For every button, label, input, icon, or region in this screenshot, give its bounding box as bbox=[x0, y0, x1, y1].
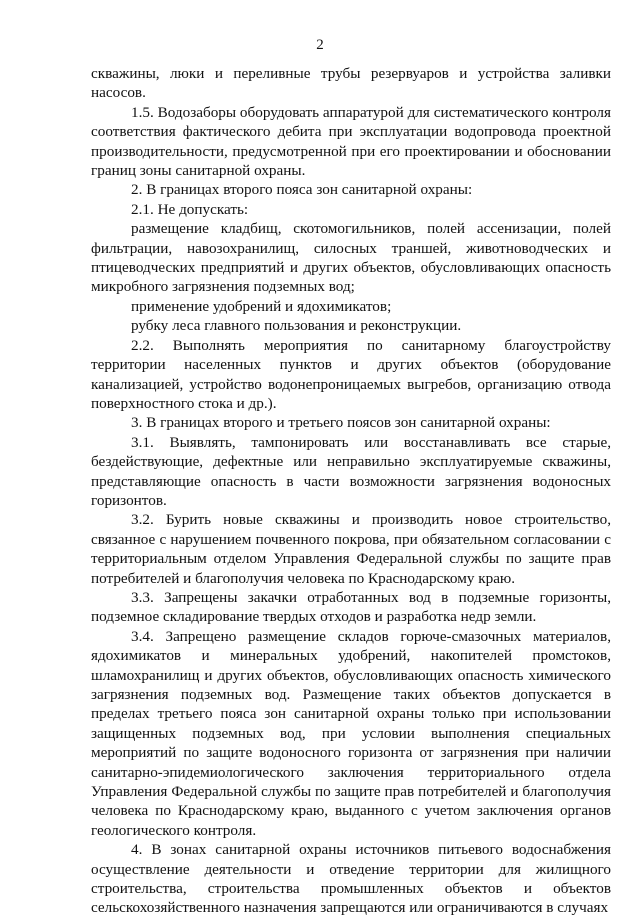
paragraph: рубку леса главного пользования и реконструкции. bbox=[131, 317, 462, 335]
paragraph: скважины, люки и переливные трубы резервуаров и устройства заливки насосов. bbox=[91, 65, 611, 102]
paragraph: 3.1. Выявлять, тампонировать или восстанавливать все старые, бездействующие, дефектные или неправильно эксплуатируемые скважины, представляющие опасность в части возможности загрязнения водоносных горизонтов. bbox=[91, 433, 611, 509]
paragraph: 3.2. Бурить новые скважины и производить новое строительство, связанное с нарушением почвенного покрова, при обязательном согласовании с территориальным отделом Управления Федеральной службы по защите прав потребителей и благополучия человека по Краснодарскому краю. bbox=[91, 511, 611, 587]
paragraph: применение удобрений и ядохимикатов; bbox=[131, 297, 392, 315]
paragraph: 2. В границах второго пояса зон санитарной охраны: bbox=[131, 181, 473, 199]
page-number: 2 bbox=[316, 37, 324, 53]
paragraph: 3.3. Запрещены закачки отработанных вод в подземные горизонты, подземное складирование твердых отходов и разработка недр земли. bbox=[91, 588, 611, 626]
paragraph: 4. В зонах санитарной охраны источников питьевого водоснабжения осуществление деятельности и отведение территории для жилищного строительства, строительства промышленных объектов и объектов сельскохозяйственного назначения запрещаются или ограничиваются в случаях bbox=[91, 841, 611, 917]
paragraph: 1.5. Водозаборы оборудовать аппаратурой для систематического контроля соответствия фактического дебита при эксплуатации водопровода проектной производительности, предусмотренной при его проектировании и обосновании границ зоны санитарной охраны. bbox=[91, 103, 611, 180]
paragraph: 3. В границах второго и третьего поясов зон санитарной охраны: bbox=[131, 414, 551, 432]
paragraph: размещение кладбищ, скотомогильников, полей ассенизации, полей фильтрации, навозохранилищ, силосных траншей, животноводческих и птицеводческих предприятий и других объектов, обусловливающих опасность микробного загрязнения подземных вод; bbox=[91, 220, 611, 296]
paragraph: 2.1. Не допускать: bbox=[131, 200, 249, 218]
paragraph: 3.4. Запрещено размещение складов горюче-смазочных материалов, ядохимикатов и минеральных удобрений, накопителей промстоков, шламохранилищ и других объектов, обусловливающих опасность химического загрязнения подземных вод. Размещение таких объектов допускается в пределах третьего пояса зон санитарной охраны только при использовании защищенных подземных вод, при условии выполнения специальных мероприятий по защите водоносного горизонта от загрязнения при наличии санитарно-эпидемиологического заключения территориального отдела Управления Федеральной службы по защите прав потребителей и благополучия человека по Краснодарскому краю, выданного с учетом заключения органов геологического контроля. bbox=[91, 627, 611, 839]
paragraph: 2.2. Выполнять мероприятия по санитарному благоустройству территории населенных пунктов и других объектов (оборудование канализацией, устройство водонепроницаемых выгребов, организацию отвода поверхностного стока и др.). bbox=[91, 336, 611, 412]
document-body bbox=[91, 64, 611, 918]
